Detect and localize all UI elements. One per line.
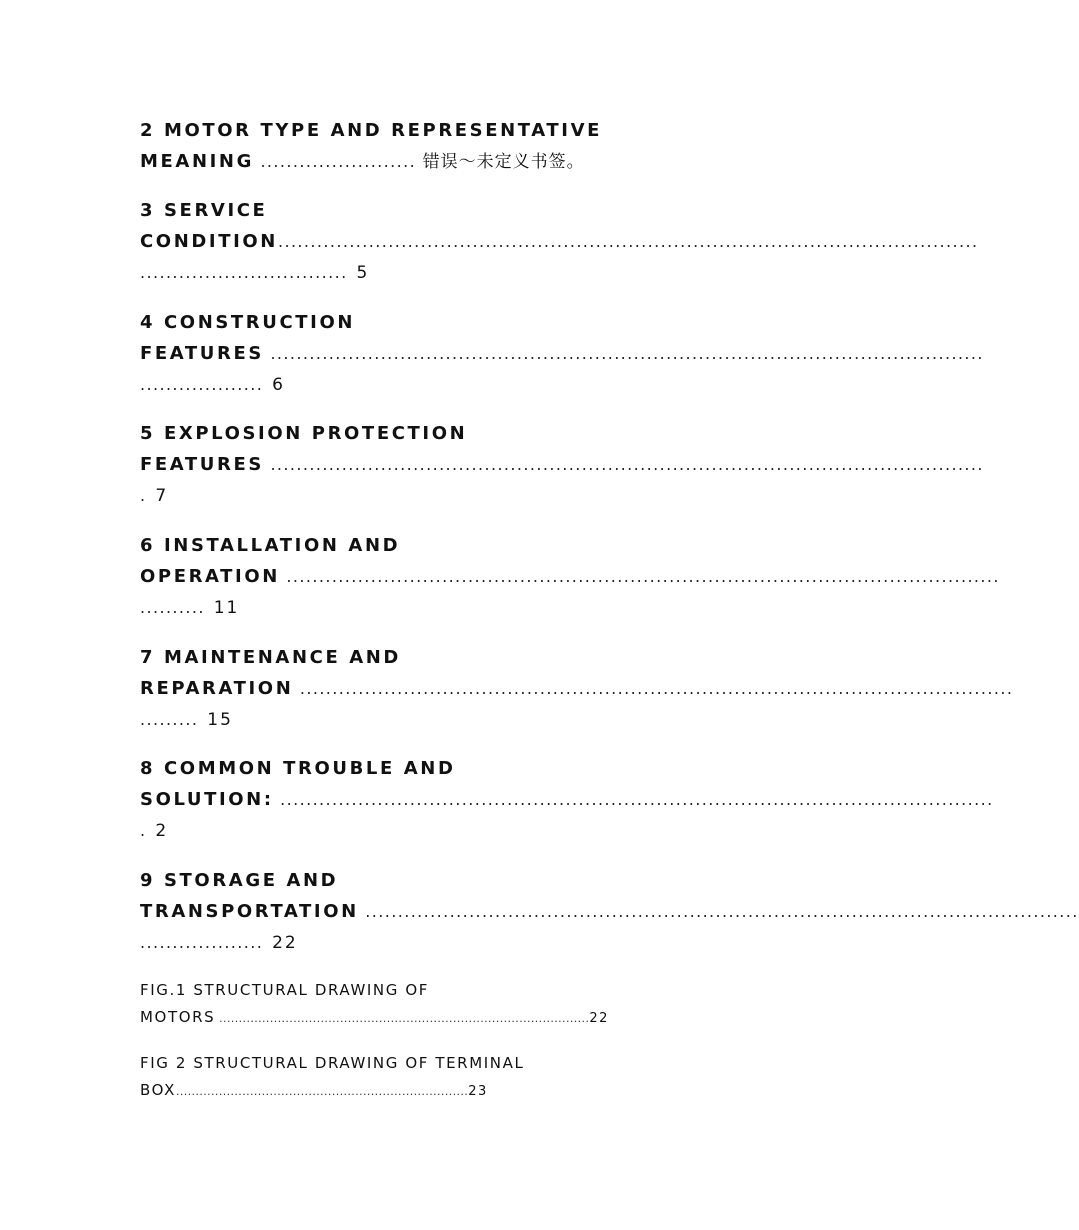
- toc-leader-dots: ..............................................................................................................: [263, 344, 984, 363]
- toc-leader-dots: ..............................................................................................................: [293, 679, 1014, 698]
- toc-page-number: 6: [272, 375, 285, 395]
- toc-entry-title: 9 STORAGE AND: [140, 870, 339, 891]
- toc-entry-title: 4 CONSTRUCTION: [140, 312, 356, 333]
- toc-leader-dots: ..............................................................................................................: [358, 902, 1079, 921]
- toc-entry-label: FEATURES: [140, 343, 264, 364]
- toc-leader-dots: ..............................................................................................................: [263, 455, 984, 474]
- toc-page-number: 7: [155, 486, 169, 506]
- toc-figure-label: MOTORS: [140, 1008, 216, 1026]
- toc-leader-dots: ........................: [253, 152, 423, 171]
- toc-leader-dots: ..........: [140, 598, 205, 617]
- toc-leader-dots: ................................: [140, 263, 348, 282]
- toc-page-number: 2: [155, 821, 169, 841]
- toc-page-number: 22: [272, 933, 298, 953]
- toc-leader-dots: .........: [140, 710, 199, 729]
- toc-leader-dots: ..............................................................................................................: [273, 790, 994, 809]
- toc-leader-dots: ............................................................................................................: [277, 232, 979, 251]
- toc-leader-dots: ...................: [140, 933, 264, 952]
- toc-leader-dots: ..............................................................................................................: [279, 567, 1000, 586]
- toc-leader-dots: .: [140, 821, 147, 840]
- toc-entry-label: CONDITION: [140, 231, 278, 252]
- toc-leader-dots: .: [140, 486, 147, 505]
- toc-entry-label: MEANING: [140, 151, 254, 172]
- toc-figure-label: BOX: [140, 1081, 176, 1099]
- toc-entry-title: 2 MOTOR TYPE AND REPRESENTATIVE: [140, 120, 603, 141]
- toc-leader-dots: ...................: [140, 375, 264, 394]
- toc-entry-title: 5 EXPLOSION PROTECTION: [140, 423, 468, 444]
- toc-entry-title: 6 INSTALLATION AND: [140, 535, 401, 556]
- toc-page-number: 11: [213, 598, 240, 618]
- toc-page-number: 15: [207, 710, 233, 730]
- toc-page-number: 22: [589, 1011, 609, 1026]
- toc-page-number: 5: [356, 263, 370, 283]
- toc-leader-dots: ...............................................................................................: [215, 1012, 590, 1025]
- toc-entry-title: 3 SERVICE: [140, 200, 268, 221]
- toc-figure-title: FIG 2 STRUCTURAL DRAWING OF TERMINAL: [140, 1054, 525, 1072]
- toc-figure-title: FIG.1 STRUCTURAL DRAWING OF: [140, 981, 429, 999]
- toc-entry-label: FEATURES: [140, 454, 264, 475]
- toc-entry-label: REPARATION: [140, 678, 294, 699]
- toc-entry-label: TRANSPORTATION: [140, 901, 359, 922]
- toc-entry-label: SOLUTION:: [140, 789, 274, 810]
- toc-entry-label: OPERATION: [140, 566, 280, 587]
- toc-page-number: 23: [468, 1084, 488, 1099]
- toc-leader-dots: ...........................................................................: [175, 1085, 469, 1098]
- toc-entry-title: 7 MAINTENANCE AND: [140, 647, 401, 668]
- toc-entry-title: 8 COMMON TROUBLE AND: [140, 758, 456, 779]
- toc-error-text: 错误～未定义书签。: [422, 152, 585, 172]
